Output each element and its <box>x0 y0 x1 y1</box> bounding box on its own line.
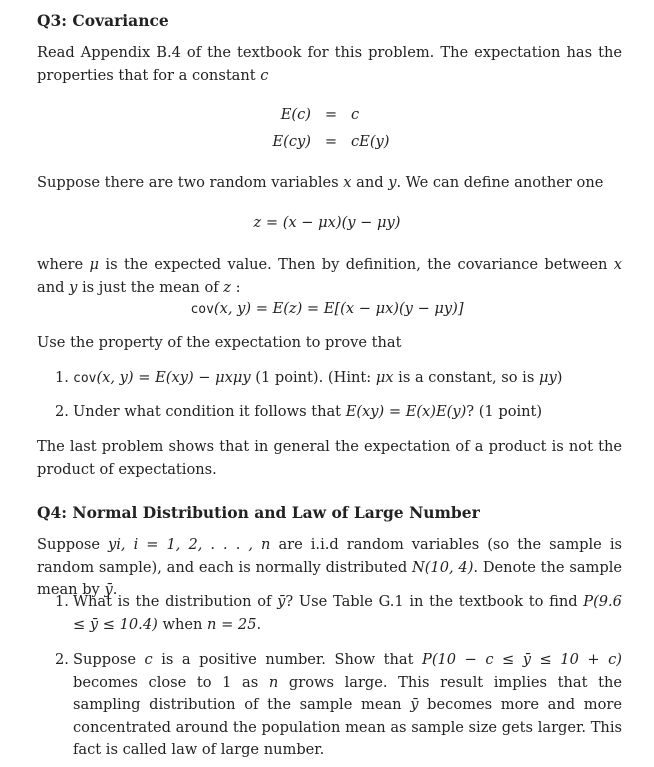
q4-list-item-1: 1. What is the distribution of ȳ? Use Table G.1 in the textbook to find P(9.6 ≤ ȳ ≤ 10.4) when n = 25. <box>55 593 622 633</box>
q4-heading: Q4: Normal Distribution and Law of Large Number <box>37 503 480 522</box>
document-page: Q3: Covariance Read Appendix B.4 of the textbook for this problem. The expectation has the properties that for a constant c E(c) = c E(cy) = cE(y) Suppose there are two random variables x and y. We can define another one z = (x − μx)(y − μy) where μ is the expected value. Then by definition, the covariance between x and y is just the mean of z : cov(x, y) = E(z) = E[(x − μx)(y − μy)] Use the property of the expectation to prove that 1. cov(x, y) = E(xy) − μxμy (1 point). (Hint: μx is a constant, so is μy) 2. Under what condition it follows that E(xy) = E(x)E(y)? (1 point) The last problem shows that in general the expectation of a product is not the product of expectations. Q4: Normal Distribution and Law of Large Number Suppose yi, i = 1, 2, . . . , n are i.i.d random variables (so the sample is random sample), and each is normally distributed N(10, 4). Denote the sample mean by ȳ. 1. What is the distribution of ȳ? Use Table G.1 in the textbook to find P(9.6 ≤ ȳ ≤ 10.4) when n = 25. 2. Suppose c is a positive number. Show that P(10 − c ≤ ȳ ≤ 10 + c) becomes close to 1 as n grows large. This result implies that the sampling distribution of the sample mean ȳ becomes more and more concentrated around the population mean as sample size gets larger. This fact is called law of large number. <box>0 0 654 767</box>
q3-heading: Q3: Covariance <box>37 11 169 30</box>
covariance-equation: cov(x, y) = E(z) = E[(x − μx)(y − μy)] <box>190 300 464 317</box>
q3-intro: Read Appendix B.4 of the textbook for this problem. The expectation has the properties that for a constant c <box>37 44 622 84</box>
z-definition-equation: z = (x − μx)(y − μy) <box>253 214 401 231</box>
q3-where: where μ is the expected value. Then by definition, the covariance between x and y is just the mean of z : <box>37 256 622 296</box>
q3-list-item-2: 2. Under what condition it follows that E(xy) = E(x)E(y)? (1 point) <box>55 403 543 420</box>
q4-intro: Suppose yi, i = 1, 2, . . . , n are i.i.d random variables (so the sample is random sample), and each is normally distributed N(10, 4). Denote the sample mean by ȳ. <box>37 536 623 598</box>
q4-list-item-2: 2. Suppose c is a positive number. Show that P(10 − c ≤ ȳ ≤ 10 + c) becomes close to 1 as n grows large. This result implies that the sampling distribution of the sample mean ȳ becomes more and more concentrated around the population mean as sample size gets larger. This fact is called law of large number. <box>55 651 623 758</box>
q3-suppose: Suppose there are two random variables x and y. We can define another one <box>37 174 604 191</box>
q3-list-item-1: 1. cov(x, y) = E(xy) − μxμy (1 point). (Hint: μx is a constant, so is μy) <box>55 369 563 386</box>
q3-closing-paragraph: The last problem shows that in general the expectation of a product is not the product of expectations. <box>37 438 622 478</box>
q3-use-property: Use the property of the expectation to prove that <box>37 334 402 351</box>
